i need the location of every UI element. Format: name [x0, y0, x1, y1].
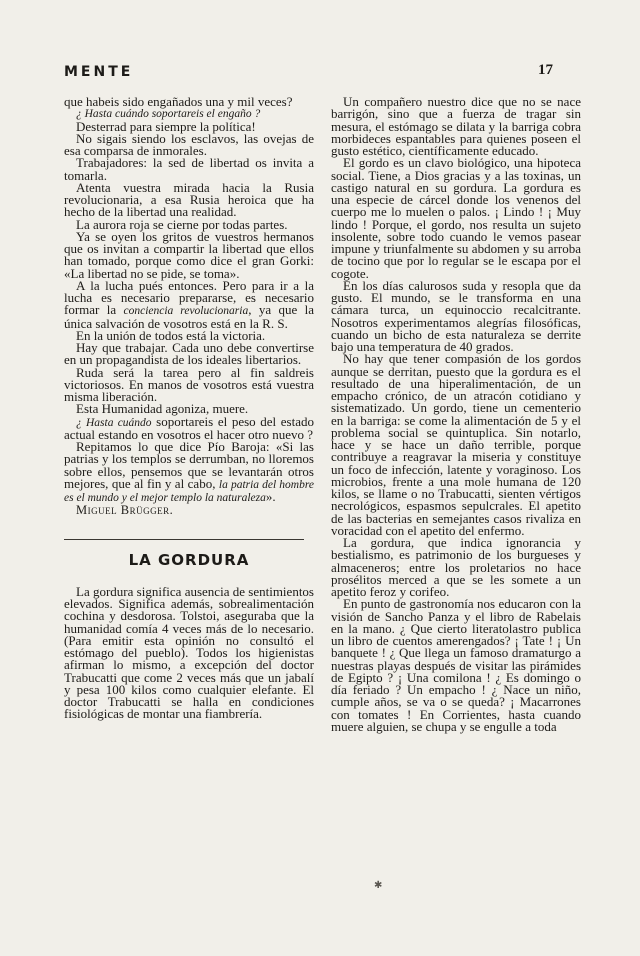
section-divider	[64, 539, 304, 540]
paragraph	[64, 441, 314, 504]
paragraph: El gordo es un clavo biológico, una hipoteca social. Tiene, a Dios gracias y a las toxinas, un castigo natural en su gordura. La gordura es una especie de cárcel donde los venenos del cuerpo me lo muelen o palos. ¡ Lindo ! ¡ Muy lindo ! Porque, el gordo, nos resulta un sujeto insolente, sobre todo cuando le vemos pasear impune y triunfalmente su abdomen y su arroba de tocino que por lo regular se le escapa por el cogote.	[331, 155, 581, 281]
paragraph: No hay que tener compasión de los gordos aunque se derritan, puesto que la gordura es el resultado de una hiperalimentación, de un empacho crónico, de un atracón cotidiano y sistematizado. Un gordo, tiene un cementerio en la barriga: se come la alimentación de 5 y el problema social se quintuplica. Sin notarlo, hace y se hace un daño terrible, porque contribuye a reagravar la miseria y constituye un foco de infección, latente y voraginoso. Los microbios, frente a una mole humana de 120 kilos, se llame o no Trabucatti, sienten vértigos necrológicos, espasmos sepulcrales. El apetito de las bacterias en semejantes casos rivaliza en voracidad con el apetito del enfermo.	[331, 351, 581, 538]
paragraph: En la unión de todos está la victoria.	[76, 327, 266, 343]
paragraph: La gordura significa ausencia de sentimientos elevados. Significa además, sobrealimentación cochina y desdorosa. Tolstoi, aseguraba que la humanidad comía 4 veces más de lo necesario. (Para emitir esta opinión no consultó el estómago del pueblo). Todos los higienistas afirman lo mismo, a excepción del doctor Trabucatti que come 2 veces más que un jabalí y pesa 100 kilos como cualquier elefante. El doctor Trabucatti se halla en condiciones fisiológicas de montar una fiambrería.	[64, 583, 314, 722]
page-number: 17	[538, 62, 553, 78]
paragraph: No sigais siendo los esclavos, las ovejas de esa comparsa de inmorales.	[64, 130, 314, 158]
paragraph: Ya se oyen los gritos de vuestros hermanos que os invitan a compartir la libertad que ellos han tomado, porque como dice el gran Gorki: «La libertad no se pide, se toma».	[64, 228, 314, 281]
paragraph: Hay que trabajar. Cada uno debe convertirse en un propagandista de los ideales libertarios.	[64, 340, 314, 368]
paragraph: En los días calurosos suda y resopla que da gusto. El mundo, se le transforma en una cámara turca, un equinoccio recalcitrante. Nosotros experimentamos alegrías filosóficas, cuando un bicho de esta naturaleza se derrite bajo una temperatura de 40 grados.	[331, 277, 581, 354]
text-run: , ya que la única salvación de vosotros está en la R. S.	[64, 302, 315, 331]
paragraph: que habeis sido engañados una y mil veces?	[64, 94, 293, 109]
italic-phrase: ¿ Hasta cuándo	[76, 416, 152, 429]
paragraph: La aurora roja se cierne por todas partes.	[76, 216, 288, 232]
italic-phrase: la patria del hombre es el mundo y el mejor templo la naturaleza	[64, 478, 314, 504]
paragraph: La gordura, que indica ignorancia y bestialismo, es patrimonio de los burgueses y almaceneros; entre los proletarios no hace prosélitos merced a que se les somete a un apetito feroz y corifeo.	[331, 535, 581, 599]
text-run: ».	[265, 489, 276, 504]
signature: Miguel Brügger.	[76, 503, 174, 518]
paragraph: Atenta vuestra mirada hacia la Rusia revolucionaria, a esa Rusia heroica que ha hecho de la libertad una realidad.	[64, 179, 314, 220]
right-column	[331, 96, 581, 733]
paragraph: Desterrad para siempre la política!	[76, 118, 256, 134]
text-run: soportareis el peso del estado actual estando en vosotros el hacer otro nuevo ?	[64, 413, 314, 442]
left-column	[64, 96, 314, 721]
paragraph: En punto de gastronomía nos educaron con la visión de Sancho Panza y el libro de Rabelais en la mano. ¿ Que cierto literatolastro publica un libro de cuentos amerengados? ¡ Tate ! ¡ Un banquete ! ¿ Que llega un famoso dramaturgo a nuestras playas después de visitar las pirámides de Egipto ? ¡ Una comilona ! ¿ Es domingo o día feriado ? Un empacho ! ¿ Nace un niño, cumple años, se va o se queda? ¡ Macarrones con tomates ! En Corrientes, hasta cuando muere alguien, se chupa y se engulle a toda	[331, 596, 581, 734]
paragraph: Ruda será la tarea pero al fin saldreis victoriosos. En manos de vosotros está vuestra misma liberación.	[64, 364, 314, 404]
italic-phrase: conciencia revolucionaria	[123, 305, 249, 318]
italic-question: ¿ Hasta cuándo soportareis el engaño ?	[76, 108, 261, 121]
paragraph: Un compañero nuestro dice que no se nace barrigón, sino que a fuerza de tragar sin mesura, el estómago se dilata y la barriga cobra morbideces espantables para quienes poseen el gusto estético, científicamente educado.	[331, 94, 581, 158]
magazine-title: MENTE	[64, 64, 134, 80]
paragraph	[64, 413, 314, 442]
text-run: A la lucha pués entonces. Pero para ir a la lucha es necesario prepararse, es necesario formar la	[64, 277, 314, 318]
paragraph: Trabajadores: la sed de libertad os invita a tomarla.	[64, 155, 314, 183]
print-mark: ✱	[374, 880, 383, 891]
text-run: Repitamos lo que dice Pío Baroja: «Si las patrias y los templos se derrumban, no lloremos sobre ellos, pensemos que se levantarán otros mejores, que al fin y al cabo,	[64, 439, 314, 491]
paragraph: Esta Humanidad agoniza, muere.	[76, 401, 249, 417]
paragraph	[64, 277, 315, 331]
article-title: LA GORDURA	[128, 550, 250, 569]
